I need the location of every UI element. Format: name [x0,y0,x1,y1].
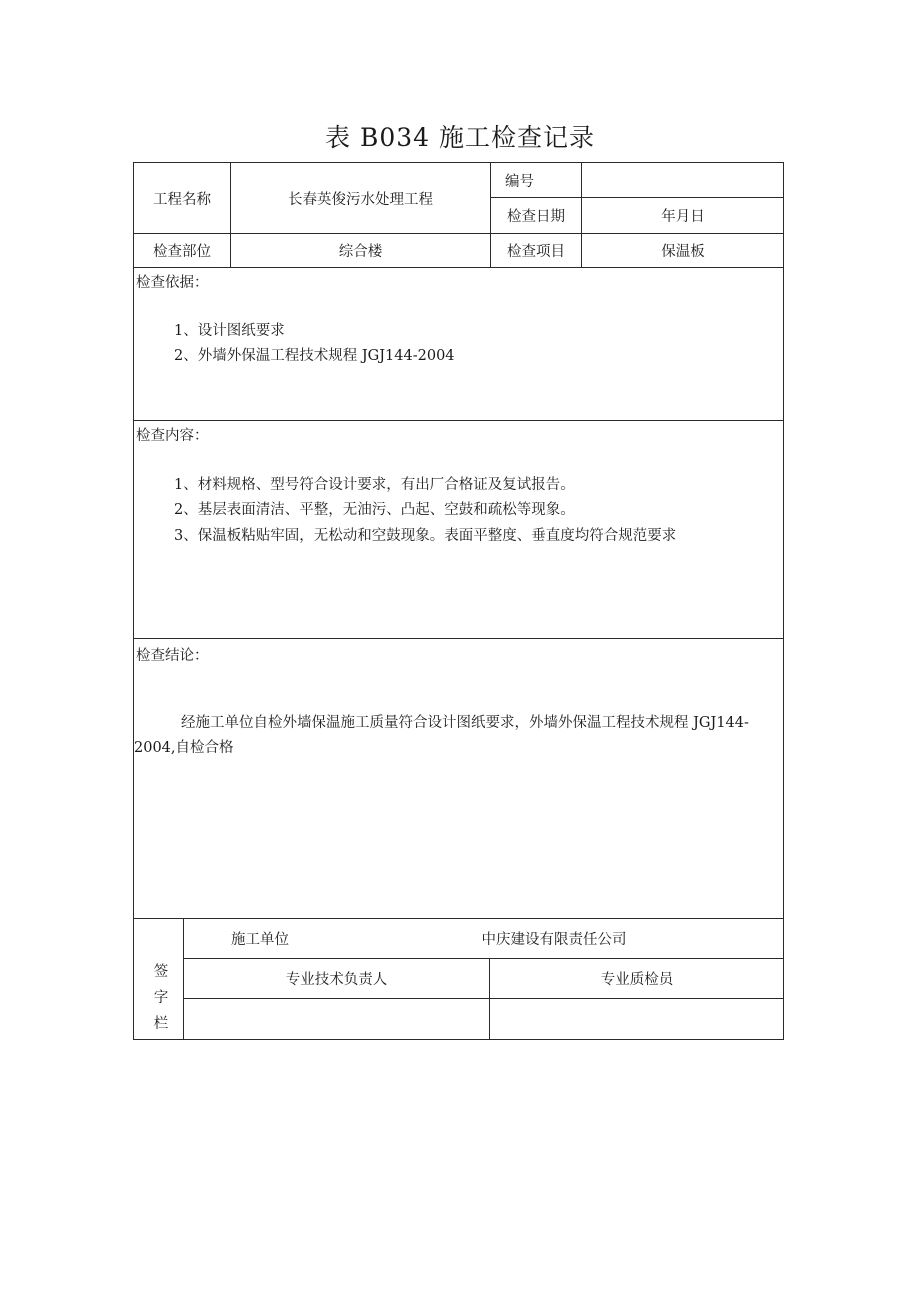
signature-section-label-line1: 签字 [153,964,169,1006]
construction-unit-label: 施工单位 [231,932,289,948]
signature-section-label [148,959,174,1037]
basis-item: 1、设计图纸要求 [174,323,285,339]
row-divider [134,638,784,639]
project-name-label: 工程名称 [153,191,211,208]
content-item: 1、材料规格、型号符合设计要求，有出厂合格证及复试报告。 [174,477,575,493]
tech-lead-signature-field[interactable] [184,999,489,1039]
basis-label: 检查依据： [136,275,209,291]
basis-item: 2、外墙外保温工程技术规程 JGJ144-2004 [174,348,455,364]
check-date-label: 检查日期 [507,209,565,225]
tech-lead-label: 专业技术负责人 [285,972,388,988]
project-name-value: 长春英俊污水处理工程 [288,191,433,208]
number-label: 编号 [505,173,534,190]
row-divider [134,267,784,268]
signature-section-label-line2: 栏 [153,1016,169,1032]
inspection-form [133,162,784,1040]
check-location-label: 检查部位 [153,244,211,260]
quality-inspector-label: 专业质检员 [600,972,674,988]
content-item: 3、保温板粘贴牢固，无松动和空鼓现象。表面平整度、垂直度均符合规范要求 [174,528,677,544]
content-label: 检查内容： [136,428,209,444]
check-date-value[interactable]: 年月日 [661,209,705,225]
page-title: 表 B034 施工检查记录 [325,123,595,152]
conclusion-text: 经施工单位自检外墙保温施工质量符合设计图纸要求，外墙外保温工程技术规程 JGJ144-2004,自检合格 [134,715,749,756]
check-item-value: 保温板 [661,244,705,260]
row-divider [134,420,784,421]
check-item-label: 检查项目 [507,244,565,260]
construction-unit-value: 中庆建设有限责任公司 [481,932,627,948]
check-location-value: 综合楼 [338,244,383,260]
number-value[interactable] [582,163,784,197]
quality-inspector-signature-field[interactable] [490,999,784,1039]
conclusion-label: 检查结论： [136,648,209,664]
content-item: 2、基层表面清洁、平整，无油污、凸起、空鼓和疏松等现象。 [174,502,575,518]
